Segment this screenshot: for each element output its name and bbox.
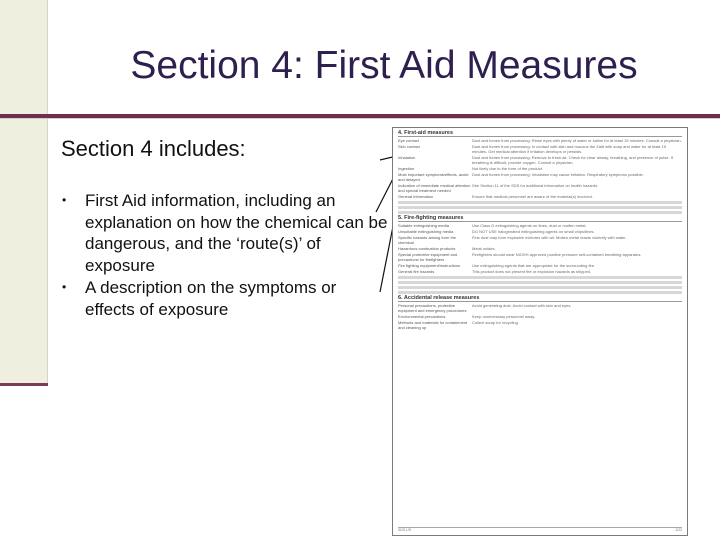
sds-row-value: Dust and fumes from processing: Inhalation may cause irritation. Respiratory symptoms possible. [472, 172, 644, 177]
sds-footer-right: 1/23 [675, 528, 682, 532]
sds-row-value: Keep unnecessary personnel away. [472, 314, 536, 319]
bullet-text: First Aid information, including an explanation on how the chemical can be dangerous, and the ‘route(s)’ of exposure [85, 191, 388, 275]
sds-row-key: Fire fighting equipment/instructions [398, 263, 461, 268]
sds-row-value: Dust and fumes from processing: In contact with skin and mucous the Zaitt with soap and water for at least 15 minutes. Get medical attention if irritation develops or persists. [472, 144, 667, 154]
sds-row [398, 263, 682, 268]
slide-subtitle: Section 4 includes: [61, 136, 246, 161]
filler-line [398, 276, 682, 279]
sds-row-value: DO NOT USE halogenated extinguishing agents on small chips/fines. [472, 229, 595, 234]
sds-row-key: Hazardous combustion products [398, 246, 456, 251]
sds-row [398, 138, 682, 143]
filler-line [398, 211, 682, 214]
sds-row-key: Methods and materials for containment and cleaning up [398, 320, 468, 330]
slide-title: Section 4: First Aid Measures [130, 44, 638, 87]
bullet-marker: • [62, 193, 67, 207]
bullet-text: A description on the symptoms or effects of exposure [85, 278, 337, 319]
sds-row-value: This product does not present fire or explosion hazards as shipped. [472, 269, 592, 274]
sds-row [398, 166, 682, 171]
bullet-marker: • [62, 280, 67, 294]
filler-line [398, 206, 682, 209]
sds-row-value: Avoid generating dust. Avoid contact with skin and eyes. [472, 303, 572, 308]
sds-row-key: Environmental precautions [398, 314, 446, 319]
filler-line [398, 291, 682, 294]
sds-row-key: Suitable extinguishing media [398, 223, 449, 228]
sds-row-value: Ensure that medical personnel are aware of the material(s) involved. [472, 194, 593, 199]
sds-row [398, 269, 682, 274]
sds-section6-rows [398, 303, 682, 330]
sds-row [398, 235, 682, 245]
filler-line [398, 281, 682, 284]
sds-document-image [392, 127, 688, 536]
sds-row-key: General information [398, 194, 434, 199]
filler-line [398, 286, 682, 289]
sds-row-key: Skin contact [398, 144, 420, 149]
sds-row-value: Firefighters should wear NIOSH approved positive pressure self-contained breathing apparatus. [472, 252, 642, 257]
sds-row-key: Indication of immediate medical attention and special treatment needed [398, 183, 471, 193]
sds-row [398, 183, 682, 193]
sds-row [398, 303, 682, 313]
sds-row-key: Most important symptoms/effects, acute and delayed [398, 172, 469, 182]
sds-row-value: Use Class D extinguishing agents on fines, dust or molten metal. [472, 223, 587, 228]
sds-footer [398, 527, 682, 533]
sds-row-key: Ingestion [398, 166, 415, 171]
sds-row-key: Inhalation [398, 155, 416, 160]
sds-section-heading: 4. First-aid measures [398, 131, 682, 137]
sds-row-value: Dust and fumes from processing: Remove to fresh air. Check for clear airway, breathing, and presence of pulse. If breathing is difficult, provide oxygen. Consult a physician. [472, 155, 673, 165]
sds-row [398, 155, 682, 165]
sds-section-heading: 5. Fire-fighting measures [398, 216, 682, 222]
sds-row [398, 229, 682, 234]
sds-row-value: Use extinguishing agents that are appropriate for the surrounding fire. [472, 263, 596, 268]
sds-row-key: Personal precautions, protective equipment and emergency procedures [398, 303, 467, 313]
sds-row-key: Eye contact [398, 138, 419, 143]
sds-row-key: Special protective equipment and precautions for firefighters [398, 252, 458, 262]
sds-row [398, 144, 682, 154]
sds-row-value: Not likely due to the form of the product. [472, 166, 543, 171]
sds-row-value: Collect scrap for recycling. [472, 320, 519, 325]
sds-row [398, 172, 682, 182]
sds-row-key: Unsuitable extinguishing media [398, 229, 454, 234]
filler-line [398, 201, 682, 204]
sds-row-value: See Section 11 of the SDS for additional information on health hazards. [472, 183, 599, 188]
sds-row [398, 194, 682, 199]
sds-row [398, 314, 682, 319]
sds-section4-rows [398, 138, 682, 199]
sds-section-heading: 6. Accidental release measures [398, 296, 682, 302]
sds-row [398, 252, 682, 262]
sds-row-key: Specific hazards arising from the chemical [398, 235, 457, 245]
sds-footer-left: SDS US [398, 528, 412, 532]
sds-row [398, 223, 682, 228]
sds-row-key: General fire hazards [398, 269, 435, 274]
sds-row-value: Fine dust may form explosive mixtures with air. Molten metal reacts violently with water. [472, 235, 627, 240]
sds-row-value: Dust and fumes from processing: Rinse eyes with plenty of water or saline for at least 15 minutes. Consult a physician. [472, 138, 682, 143]
sds-row [398, 246, 682, 251]
sds-row-value: Metal oxides. [472, 246, 496, 251]
sds-row [398, 320, 682, 330]
sds-section5-rows [398, 223, 682, 274]
